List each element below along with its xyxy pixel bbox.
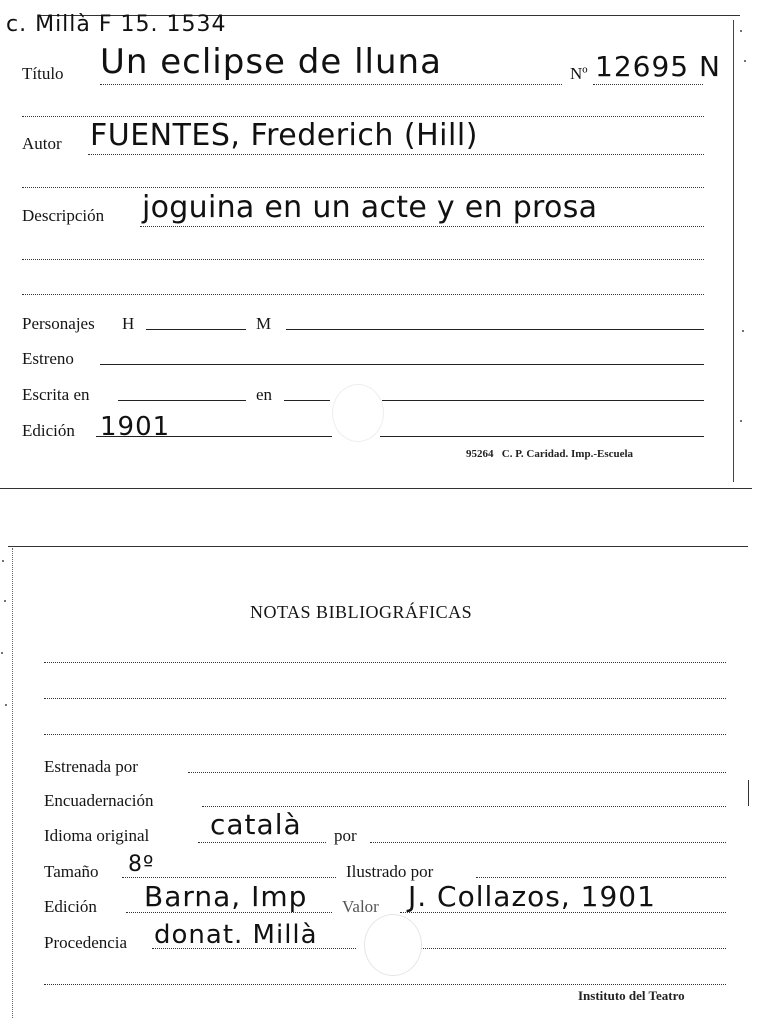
edicion-label: Edición — [22, 421, 75, 440]
estrenada-line — [188, 772, 726, 773]
escrita-en-label: en — [256, 385, 273, 404]
escrita-en-line-b — [382, 400, 704, 401]
num-label: Nº — [570, 64, 588, 83]
edicion2-label: Edición — [44, 897, 97, 916]
final-line — [44, 984, 726, 985]
notas-heading: NOTAS BIBLIOGRÁFICAS — [250, 602, 473, 622]
speck — [2, 560, 4, 562]
speck — [744, 60, 746, 62]
num-value: 12695 N — [595, 50, 721, 83]
personajes-h-line — [146, 329, 246, 330]
personajes-m-line — [286, 329, 704, 330]
punch-hole — [332, 384, 384, 442]
speck — [1, 652, 3, 654]
speck — [5, 704, 7, 706]
descripcion-line-2 — [22, 259, 704, 260]
idioma-label: Idioma original — [44, 826, 150, 845]
titulo-line — [100, 84, 562, 85]
valor-label: Valor — [342, 897, 379, 916]
descripcion-label: Descripción — [22, 206, 105, 225]
tamano-label: Tamaño — [44, 862, 99, 881]
notas-line-3 — [44, 734, 726, 735]
card2-left-edge — [12, 548, 13, 1018]
printer-credit: 95264 C. P. Caridad. Imp.-Escuela — [466, 448, 634, 460]
tamano-value: 8º — [128, 852, 155, 877]
procedencia-value: donat. Millà — [154, 920, 318, 950]
speck — [4, 600, 6, 602]
descripcion-line-1 — [140, 226, 704, 227]
tamano-line — [122, 877, 336, 878]
autor-extra-line — [22, 187, 704, 188]
encuadernacion-label: Encuadernación — [44, 791, 154, 810]
idioma-por-label: por — [334, 826, 357, 845]
edicion2-line — [126, 912, 332, 913]
titulo-value: Un eclipse de lluna — [100, 42, 442, 82]
procedencia-label: Procedencia — [44, 933, 128, 952]
card2-top-edge — [8, 546, 748, 547]
escrita-en-line-a — [284, 400, 330, 401]
personajes-h-label: H — [122, 314, 135, 333]
edicion-line-a — [96, 436, 332, 437]
personajes-label: Personajes — [22, 314, 95, 333]
escrita-label: Escrita en — [22, 385, 90, 404]
card-right-edge — [733, 20, 734, 482]
escrita-line — [118, 400, 246, 401]
idioma-por-line — [370, 842, 726, 843]
edicion-line-b — [380, 436, 704, 437]
idioma-line — [198, 842, 326, 843]
ilustrado-label: Ilustrado por — [346, 862, 434, 881]
shelf-signature: c. Millà F 15. 1534 — [6, 12, 227, 37]
estreno-line — [100, 364, 704, 365]
speck — [742, 330, 744, 332]
idioma-value: català — [210, 808, 302, 841]
procedencia-line — [152, 948, 356, 949]
edicion2-value: Barna, Imp — [144, 880, 308, 913]
personajes-m-label: M — [256, 314, 272, 333]
titulo-label: Título — [22, 64, 64, 83]
card2-right-mark — [748, 780, 749, 806]
punch-hole-2 — [364, 914, 422, 976]
descripcion-line-3 — [22, 294, 704, 295]
estreno-label: Estreno — [22, 349, 74, 368]
valor-line — [400, 912, 726, 913]
card-bottom-edge — [0, 488, 752, 489]
autor-label: Autor — [22, 134, 62, 153]
estrenada-label: Estrenada por — [44, 757, 138, 776]
notas-line-2 — [44, 698, 726, 699]
num-line — [593, 84, 703, 85]
ilustrado-line — [476, 877, 726, 878]
institution-footer: Instituto del Teatro — [578, 988, 685, 1003]
encuadernacion-line — [202, 806, 726, 807]
descripcion-value: joguina en un acte y en prosa — [142, 190, 598, 225]
titulo-extra-line — [22, 116, 704, 117]
autor-line — [88, 154, 704, 155]
speck — [740, 30, 742, 32]
autor-value: FUENTES, Frederich (Hill) — [90, 118, 478, 153]
speck — [740, 420, 742, 422]
notas-line-1 — [44, 662, 726, 663]
procedencia-line-b — [420, 948, 726, 949]
edicion-value: 1901 — [100, 412, 171, 442]
valor-value: J. Collazos, 1901 — [408, 880, 656, 913]
